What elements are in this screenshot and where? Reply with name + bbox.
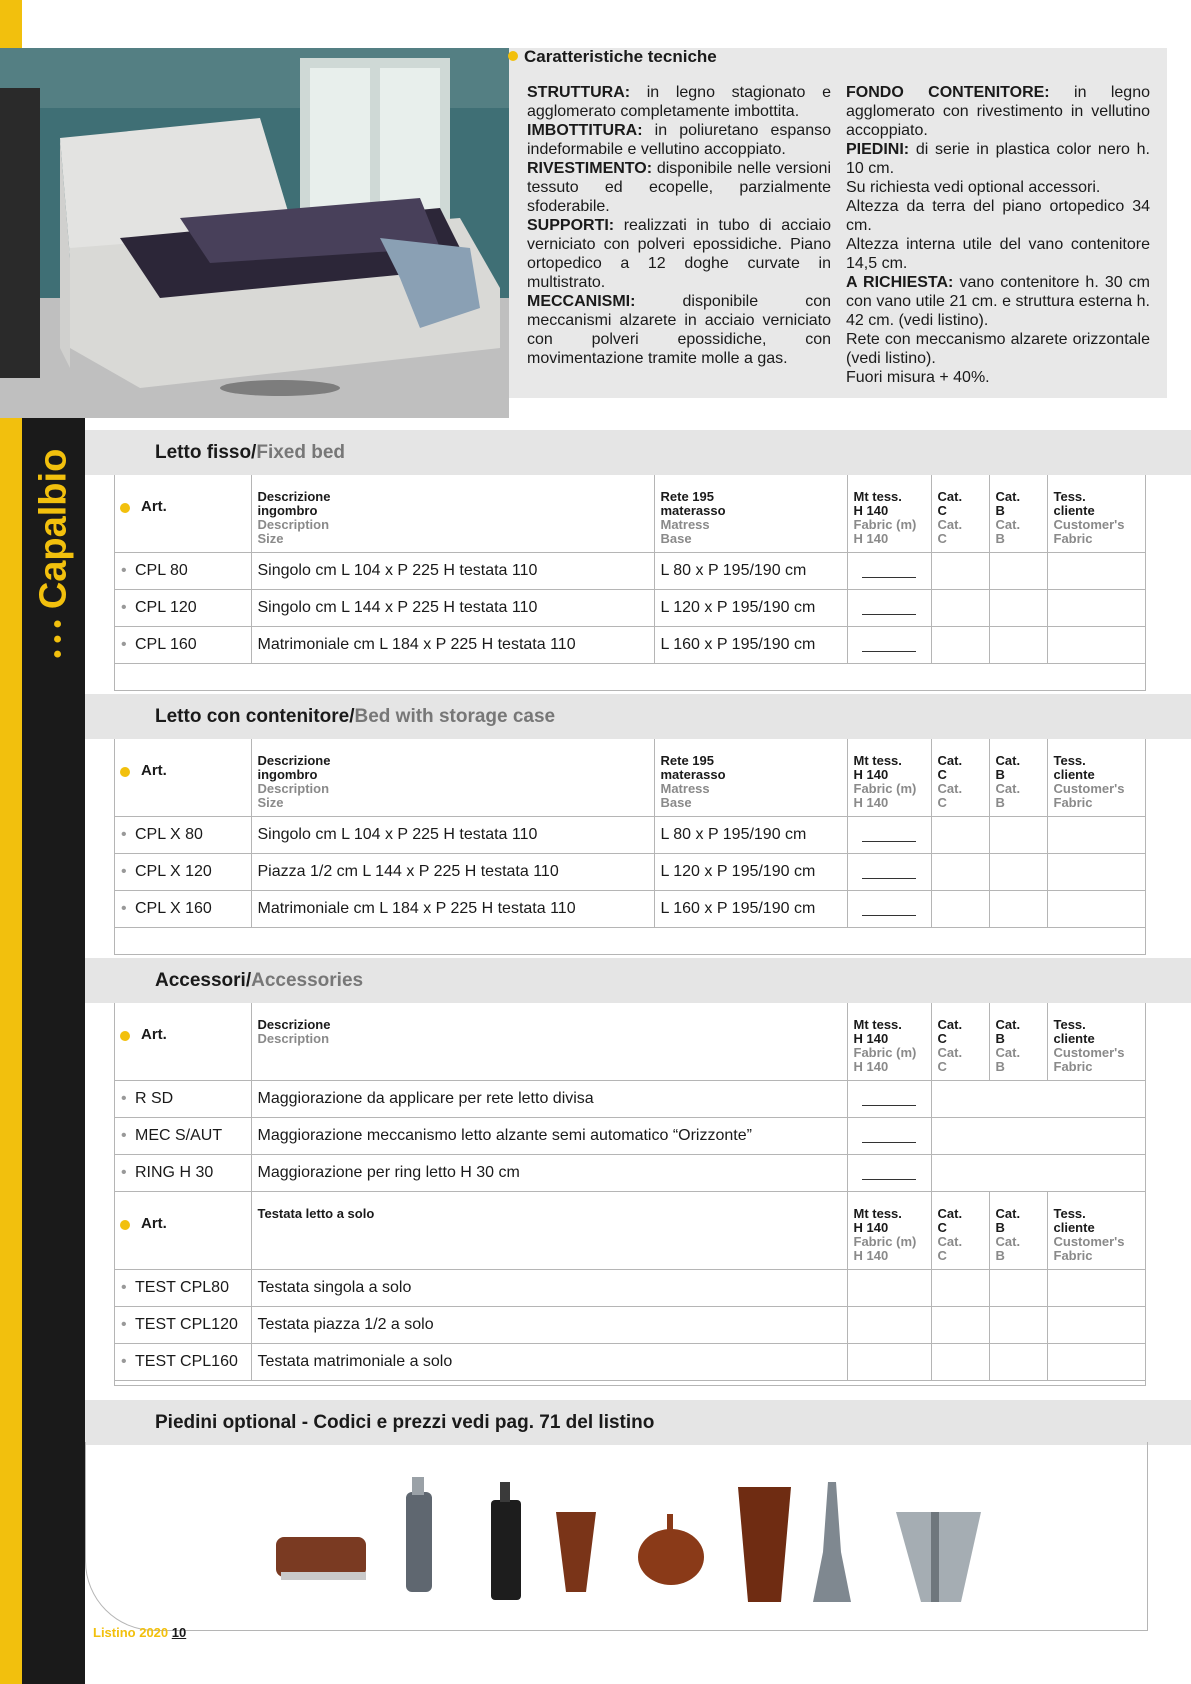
spec-item: Su richiesta vedi optional accessori. — [846, 179, 1101, 196]
bullet-icon — [120, 1220, 130, 1230]
section-title: Accessori/Accessories — [155, 970, 364, 991]
table-row — [115, 854, 1145, 891]
spec-item: STRUTTURA: in legno stagionato e agglomerato completamente imbottita. — [527, 84, 831, 120]
spec-item: Rete con meccanismo alzarete orizzontale (vedi listino). — [846, 331, 1150, 367]
description: Maggiorazione per ring letto H 30 cm — [251, 1155, 847, 1192]
mattress-base: L 120 x P 195/190 cm — [654, 590, 847, 627]
footer-label: Listino 2020 — [93, 1625, 172, 1640]
article-code: • TEST CPL120 — [121, 1316, 238, 1333]
article-code: • CPL X 160 — [121, 900, 212, 917]
spec-item: RIVESTIMENTO: disponibile nelle versioni tessuto ed ecopelle, parzialmente sfoderabile. — [527, 160, 831, 215]
fabric-blank — [862, 897, 916, 916]
table-header: Art. Descrizione Description Mt tess. H 140 Fabric (m) H 140 Cat. C Cat. C Cat. B Cat. B Tess. cliente Customer's Fabric — [115, 1003, 1145, 1081]
description: Testata singola a solo — [251, 1270, 847, 1307]
table-subheader: Art. Testata letto a solo Mt tess. H 140 Fabric (m) H 140 Cat. C Cat. C Cat. B Cat. B Tess. cliente Customer's Fabric — [115, 1192, 1145, 1270]
mattress-base: L 80 x P 195/190 cm — [654, 817, 847, 854]
col-art: Art. — [141, 762, 167, 779]
feet-gallery — [85, 1442, 1148, 1631]
section-feet — [85, 1400, 1191, 1445]
section-title: Letto fisso/Fixed bed — [155, 442, 346, 463]
table-row — [115, 1081, 1145, 1118]
section-storage-bed — [85, 694, 1191, 739]
accessories-table — [114, 1003, 1146, 1386]
spec-item: Fuori misura + 40%. — [846, 369, 990, 386]
fixed-bed-table — [114, 475, 1146, 691]
spec-item: MECCANISMI: disponibile con meccanismi alzarete in acciaio verniciato con polveri epossidiche, con movimentazione tramite molle a gas. — [527, 293, 831, 367]
article-code: • RING H 30 — [121, 1164, 213, 1181]
table-row — [115, 1155, 1145, 1192]
bed-illustration — [0, 48, 509, 418]
description: Testata piazza 1/2 a solo — [251, 1307, 847, 1344]
mattress-base: L 160 x P 195/190 cm — [654, 891, 847, 928]
price-blank — [862, 1161, 916, 1180]
section-title: Piedini optional - Codici e prezzi vedi pag. 71 del listino — [155, 1412, 655, 1433]
article-code: • CPL X 80 — [121, 826, 203, 843]
fabric-blank — [862, 823, 916, 842]
col-art: Art. — [141, 1026, 167, 1043]
spec-item: Altezza da terra del piano ortopedico 34 cm. — [846, 198, 1150, 234]
table-row — [115, 817, 1145, 854]
description: Maggiorazione meccanismo letto alzante semi automatico “Orizzonte” — [251, 1118, 847, 1155]
bullet-icon — [120, 1031, 130, 1041]
spec-item: SUPPORTI: realizzati in tubo di acciaio verniciato con polveri epossidiche. Piano ortopedico a 12 doghe curvate in multistrato. — [527, 217, 831, 291]
spec-item: IMBOTTITURA: in poliuretano espanso indeformabile e vellutino accoppiato. — [527, 122, 831, 158]
page-footer — [93, 1625, 186, 1640]
article-code: • R SD — [121, 1090, 173, 1107]
table-row — [115, 627, 1145, 664]
mattress-base: L 80 x P 195/190 cm — [654, 553, 847, 590]
spec-heading-text: Caratteristiche tecniche — [524, 47, 717, 66]
spec-item: PIEDINI: di serie in plastica color nero h. 10 cm. — [846, 141, 1150, 177]
description: Singolo cm L 104 x P 225 H testata 110 — [251, 553, 654, 590]
col-art: Art. — [141, 498, 167, 515]
bed-photo — [0, 48, 509, 418]
article-code: • CPL 80 — [121, 562, 188, 579]
fabric-blank — [862, 596, 916, 615]
spec-right-column — [846, 83, 1150, 387]
table-row — [115, 590, 1145, 627]
price-blank — [862, 1087, 916, 1106]
article-code: • MEC S/AUT — [121, 1127, 222, 1144]
article-code: • TEST CPL160 — [121, 1353, 238, 1370]
description: Singolo cm L 104 x P 225 H testata 110 — [251, 817, 654, 854]
table-row — [115, 1307, 1145, 1344]
article-code: • TEST CPL80 — [121, 1279, 229, 1296]
bullet-icon — [508, 51, 518, 61]
bullet-icon — [120, 767, 130, 777]
spec-item: A RICHIESTA: vano contenitore h. 30 cm con vano utile 21 cm. e struttura esterna h. 42 cm. (vedi listino). — [846, 274, 1150, 329]
table-row — [115, 891, 1145, 928]
table-header: Art. Descrizione ingombro Description Size Rete 195 materasso Matress Base Mt tess. H 140 Fabric (m) H 140 Cat. C Cat. C Cat. B Cat. B Tess. cliente Customer's Fabric — [115, 475, 1145, 553]
spec-item: Altezza interna utile del vano contenitore 14,5 cm. — [846, 236, 1150, 272]
section-accessories — [85, 958, 1191, 1003]
fabric-blank — [862, 559, 916, 578]
table-row — [115, 1344, 1145, 1381]
section-title: Letto con contenitore/Bed with storage case — [155, 706, 556, 727]
spec-heading — [524, 47, 717, 67]
table-row — [115, 1118, 1145, 1155]
fabric-blank — [862, 633, 916, 652]
bullet-icon — [120, 503, 130, 513]
mattress-base: L 160 x P 195/190 cm — [654, 627, 847, 664]
spec-left-column — [527, 83, 831, 368]
page-number: 10 — [171, 1625, 187, 1640]
brand-name: Capalbio — [32, 448, 75, 609]
description: Piazza 1/2 cm L 144 x P 225 H testata 110 — [251, 854, 654, 891]
table-row — [115, 553, 1145, 590]
spec-item: FONDO CONTENITORE: in legno agglomerato con rivestimento in vellutino accoppiato. — [846, 84, 1150, 139]
description: Singolo cm L 144 x P 225 H testata 110 — [251, 590, 654, 627]
description: Maggiorazione da applicare per rete letto divisa — [251, 1081, 847, 1118]
article-code: • CPL 160 — [121, 636, 197, 653]
storage-bed-table — [114, 739, 1146, 955]
feet-illustration — [86, 1442, 1147, 1630]
price-blank — [862, 1124, 916, 1143]
table-header: Art. Descrizione ingombro Description Size Rete 195 materasso Matress Base Mt tess. H 140 Fabric (m) H 140 Cat. C Cat. C Cat. B Cat. B Tess. cliente Customer's Fabric — [115, 739, 1145, 817]
table-row — [115, 1270, 1145, 1307]
headboard-heading: Testata letto a solo — [257, 1206, 375, 1221]
description: Matrimoniale cm L 184 x P 225 H testata 110 — [251, 891, 654, 928]
description: Matrimoniale cm L 184 x P 225 H testata 110 — [251, 627, 654, 664]
article-code: • CPL 120 — [121, 599, 197, 616]
col-art: Art. — [141, 1215, 167, 1232]
section-fixed-bed — [85, 430, 1191, 475]
fabric-blank — [862, 860, 916, 879]
brand-label: • • • Capalbio — [32, 448, 75, 658]
article-code: • CPL X 120 — [121, 863, 212, 880]
mattress-base: L 120 x P 195/190 cm — [654, 854, 847, 891]
description: Testata matrimoniale a solo — [251, 1344, 847, 1381]
